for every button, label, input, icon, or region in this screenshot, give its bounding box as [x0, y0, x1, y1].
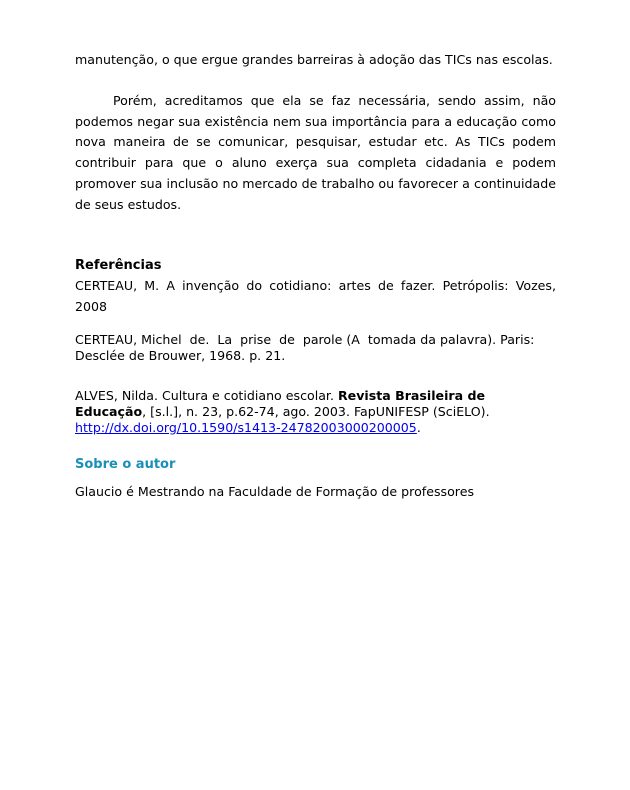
reference-item-2 [75, 332, 556, 364]
document-page [75, 0, 556, 790]
reference-item-3-link-suffix: . [416, 420, 421, 435]
reference-item-3-journal: Revista Brasileira de Educação [75, 388, 486, 419]
reference-item-3-doi-link[interactable]: http://dx.doi.org/10.1590/s1413-24782003000200005 [75, 420, 417, 435]
reference-item-3-details: , [s.l.], n. 23, p.62-74, ago. 2003. FapUNIFESP (SciELO). [142, 404, 490, 419]
reference-item-2-line-1: CERTEAU, Michel de. La prise de parole (A tomada da palavra). Paris: [75, 332, 535, 347]
author-text: Glaucio é Mestrando na Faculdade de Formação de professores [75, 484, 475, 499]
reference-item-3-authors: ALVES, Nilda. Cultura e cotidiano escolar. [75, 388, 338, 403]
reference-item-3 [75, 388, 556, 436]
reference-item-2-line-2: Desclée de Brouwer, 1968. p. 21. [75, 348, 286, 363]
references-heading: Referências [75, 258, 162, 273]
author-heading: Sobre o autor [75, 457, 176, 472]
body-paragraph-1: manutenção, o que ergue grandes barreiras à adoção das TICs nas escolas. [75, 52, 553, 67]
body-paragraph-2: Porém, acreditamos que ela se faz necessária, sendo assim, não podemos negar sua existência nem sua importância para a educação como nova maneira de se comunicar, pesquisar, estudar etc. As TICs podem contribuir para que o aluno exerça sua completa cidadania e podem promover sua inclusão no mercado de trabalho ou favorecer a continuidade de seus estudos. [75, 93, 556, 212]
reference-item-1: CERTEAU, M. A invenção do cotidiano: artes de fazer. Petrópolis: Vozes, 2008 [75, 278, 556, 314]
